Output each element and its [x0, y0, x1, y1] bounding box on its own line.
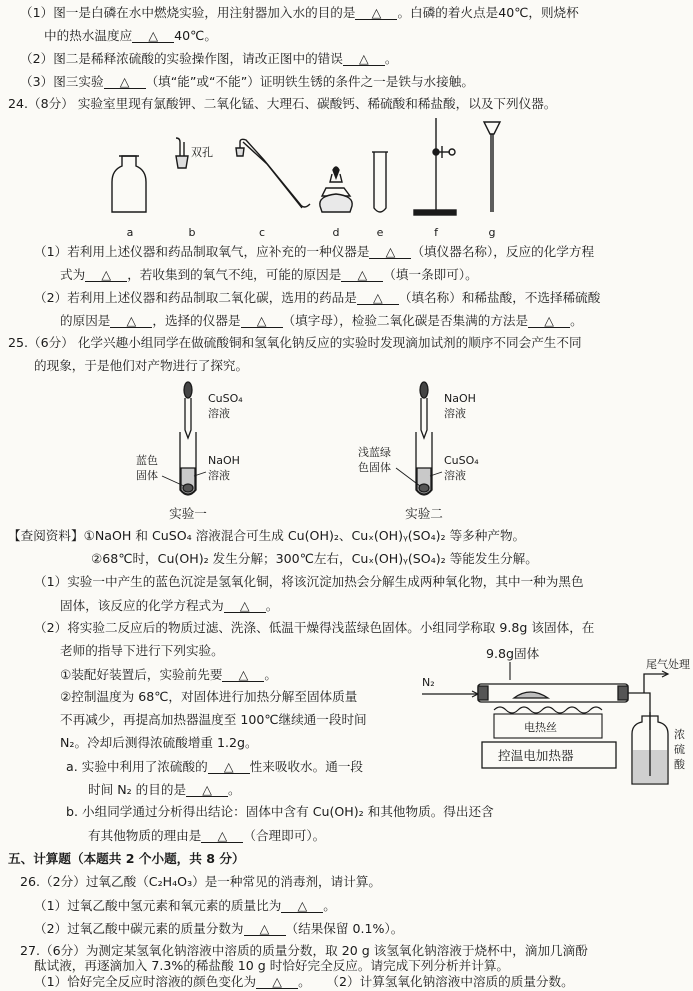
- q25-step2-line2: 不再减少，再提高加热器温度至 100℃继续通一段时间: [60, 712, 367, 727]
- acid-label: 酸: [674, 758, 685, 771]
- dropper-icon: [420, 382, 428, 438]
- answer-blank[interactable]: △: [222, 668, 264, 682]
- test-tube-icon: [416, 432, 432, 495]
- q23-part1-line2: 中的热水温度应 △ 40℃。: [44, 28, 217, 43]
- reagent-label: CuSO₄: [208, 392, 243, 405]
- long-neck-funnel-icon: [484, 122, 500, 212]
- q26-heading: 26.（2分）过氧乙酸（C₂H₄O₃）是一种常见的消毒剂，请计算。: [20, 874, 382, 889]
- product-label: 固体: [136, 469, 158, 482]
- heater-label: 控温电加热器: [498, 748, 574, 763]
- heating-wire-label: 电热丝: [524, 721, 557, 734]
- alcohol-lamp-icon: [320, 167, 352, 212]
- answer-blank[interactable]: △: [281, 899, 323, 913]
- answer-blank[interactable]: △: [369, 245, 411, 259]
- q23-part2: （2）图二是稀释浓硫酸的实验操作图，请改正图中的错误 △ 。: [20, 51, 398, 66]
- q25-part1-line2: 固体，该反应的化学方程式为 △ 。: [60, 598, 279, 613]
- nitrogen-label: N₂: [422, 676, 435, 689]
- q25-b-line2: 有其他物质的理由是 △ （合理即可）。: [88, 828, 326, 843]
- answer-blank[interactable]: △: [186, 783, 228, 797]
- answer-blank[interactable]: △: [110, 314, 152, 328]
- q24-heading: 24.（8分） 实验室里现有氯酸钾、二氧化锰、大理石、碳酸钙、稀硫酸和稀盐酸，以及下列仪器。: [8, 96, 557, 111]
- q27-heading-line2: 酞试液，再逐滴加入 7.3%的稀盐酸 10 g 时恰好完全反应。请完成下列分析并计算。: [34, 958, 510, 973]
- q24-part1-line2: 式为 △ ，若收集到的氧气不纯，可能的原因是 △ （填一条即可）。: [60, 267, 478, 282]
- acid-label: 硫: [674, 743, 685, 756]
- answer-blank[interactable]: △: [244, 922, 286, 936]
- q26-part1: （1）过氧乙酸中氢元素和氧元素的质量比为 △ 。: [34, 898, 336, 913]
- figure-caption: 实验一: [169, 506, 207, 521]
- reagent-label: 溶液: [208, 407, 230, 420]
- apparatus-letter: c: [258, 226, 266, 239]
- apparatus-letter: a: [126, 226, 134, 239]
- tail-gas-label: 尾气处理: [646, 658, 690, 671]
- answer-blank[interactable]: △: [528, 314, 570, 328]
- solid-mass-label: 9.8g固体: [486, 646, 540, 661]
- glass-tube-icon: [478, 684, 628, 702]
- iron-stand-icon: [414, 118, 456, 215]
- q25-b-line1: b. 小组同学通过分析得出结论：固体中含有 Cu(OH)₂ 和其他物质。得出还含: [66, 804, 494, 819]
- product-label: 蓝色: [136, 454, 158, 467]
- reagent-label: 溶液: [444, 407, 466, 420]
- answer-blank[interactable]: △: [132, 29, 174, 43]
- solution-label: 溶液: [444, 469, 466, 482]
- q25-step1: ①装配好装置后，实验前先要 △ 。: [60, 667, 278, 682]
- q26-part2: （2）过氧乙酸中碳元素的质量分数为 △ （结果保留 0.1%）。: [34, 921, 404, 936]
- experiment-figure: [0, 372, 693, 524]
- product-label: 色固体: [358, 461, 391, 474]
- q25-step2-line3: N₂。冷却后测得浓硫酸增重 1.2g。: [60, 735, 258, 750]
- dropper-icon: [184, 382, 192, 438]
- answer-blank[interactable]: △: [341, 268, 383, 282]
- answer-blank[interactable]: △: [224, 599, 266, 613]
- reference-line2: ②68℃时，Cu(OH)₂ 发生分解；300℃左右，Cuₓ(OH)ᵧ(SO₄)₂ 等能发生分解。: [91, 551, 538, 566]
- answer-blank[interactable]: △: [241, 314, 283, 328]
- wide-mouth-bottle-icon: [112, 156, 146, 212]
- q24-part2-line1: （2）若利用上述仪器和药品制取二氧化碳，选用的药品是 △ （填名称）和稀盐酸，不选择稀硫酸: [34, 290, 601, 305]
- q27-part2: （2）计算氢氧化钠溶液中溶质的质量分数。: [332, 974, 574, 989]
- answer-blank[interactable]: △: [355, 6, 397, 20]
- delivery-tube-icon: [236, 139, 310, 208]
- stopper-label: 双孔: [191, 146, 213, 159]
- apparatus-letter: b: [188, 226, 196, 239]
- test-tube-icon: [372, 152, 388, 212]
- answer-blank[interactable]: △: [256, 975, 298, 989]
- q23-part1-line1: （1）图一是白磷在水中燃烧实验，用注射器加入水的目的是 △ 。白磷的着火点是40℃，则烧杯: [20, 5, 579, 20]
- rubber-stopper-icon: [176, 138, 188, 168]
- solution-label: CuSO₄: [444, 454, 479, 467]
- apparatus-letter: g: [488, 226, 496, 239]
- q25-heading-line1: 25.（6分） 化学兴趣小组同学在做硫酸铜和氢氧化钠反应的实验时发现滴加试剂的顺序不同会产生不同: [8, 335, 582, 350]
- solution-label: NaOH: [208, 454, 240, 467]
- answer-blank[interactable]: △: [201, 829, 243, 843]
- q25-part2-line2: 老师的指导下进行下列实验。: [60, 643, 224, 658]
- apparatus-letter: f: [434, 226, 438, 239]
- answer-blank[interactable]: △: [85, 268, 127, 282]
- answer-blank[interactable]: △: [208, 760, 250, 774]
- q25-step2-line1: ②控制温度为 68℃，对固体进行加热分解至固体质量: [60, 689, 358, 704]
- q27-heading-line1: 27.（6分）为测定某氢氧化钠溶液中溶质的质量分数，取 20 g 该氢氧化钠溶液于烧杯中，滴加几滴酚: [20, 943, 588, 958]
- q25-a-line1: a. 实验中利用了浓硫酸的 △ 性来吸收水。通一段: [66, 759, 364, 774]
- answer-blank[interactable]: △: [357, 291, 399, 305]
- q25-part1-line1: （1）实验一中产生的蓝色沉淀是氢氧化铜，将该沉淀加热会分解生成两种氧化物，其中一种为黑色: [34, 574, 584, 589]
- figure-caption: 实验二: [405, 506, 443, 521]
- q23-part3: （3）图三实验 △ （填“能”或“不能”）证明铁生锈的条件之一是铁与水接触。: [20, 74, 474, 89]
- q25-a-line2: 时间 N₂ 的目的是 △ 。: [88, 782, 241, 797]
- answer-blank[interactable]: △: [104, 75, 146, 89]
- apparatus-letter: d: [332, 226, 340, 239]
- acid-label: 浓: [674, 728, 685, 741]
- q25-part2-line1: （2）将实验二反应后的物质过滤、洗涤、低温干燥得浅蓝绿色固体。小组同学称取 9.8g 该固体，在: [34, 620, 595, 635]
- reagent-label: NaOH: [444, 392, 476, 405]
- solution-label: 溶液: [208, 469, 230, 482]
- gas-washing-bottle-icon: [632, 712, 668, 784]
- lab-apparatus-figure: [0, 112, 693, 240]
- answer-blank[interactable]: △: [343, 52, 385, 66]
- product-label: 浅蓝绿: [358, 446, 391, 459]
- q25-heading-line2: 的现象，于是他们对产物进行了探究。: [34, 358, 249, 373]
- apparatus-letter: e: [376, 226, 384, 239]
- q27-part1: （1）恰好完全反应时溶液的颜色变化为 △ 。 （2）计算氢氧化钠溶液中溶质的质量分数。: [34, 974, 574, 989]
- heating-apparatus-figure: [418, 646, 693, 798]
- section-heading: 五、计算题（本题共 2 个小题，共 8 分）: [8, 851, 245, 866]
- q24-part1-line1: （1）若利用上述仪器和药品制取氧气，应补充的一种仪器是 △ （填仪器名称），反应的化学方程: [34, 244, 595, 259]
- reference-line1: 【查阅资料】①NaOH 和 CuSO₄ 溶液混合可生成 Cu(OH)₂、Cuₓ(OH)ᵧ(SO₄)₂ 等多种产物。: [8, 528, 526, 543]
- q24-part2-line2: 的原因是 △ ，选择的仪器是 △ （填字母），检验二氧化碳是否集满的方法是 △ 。: [60, 313, 583, 328]
